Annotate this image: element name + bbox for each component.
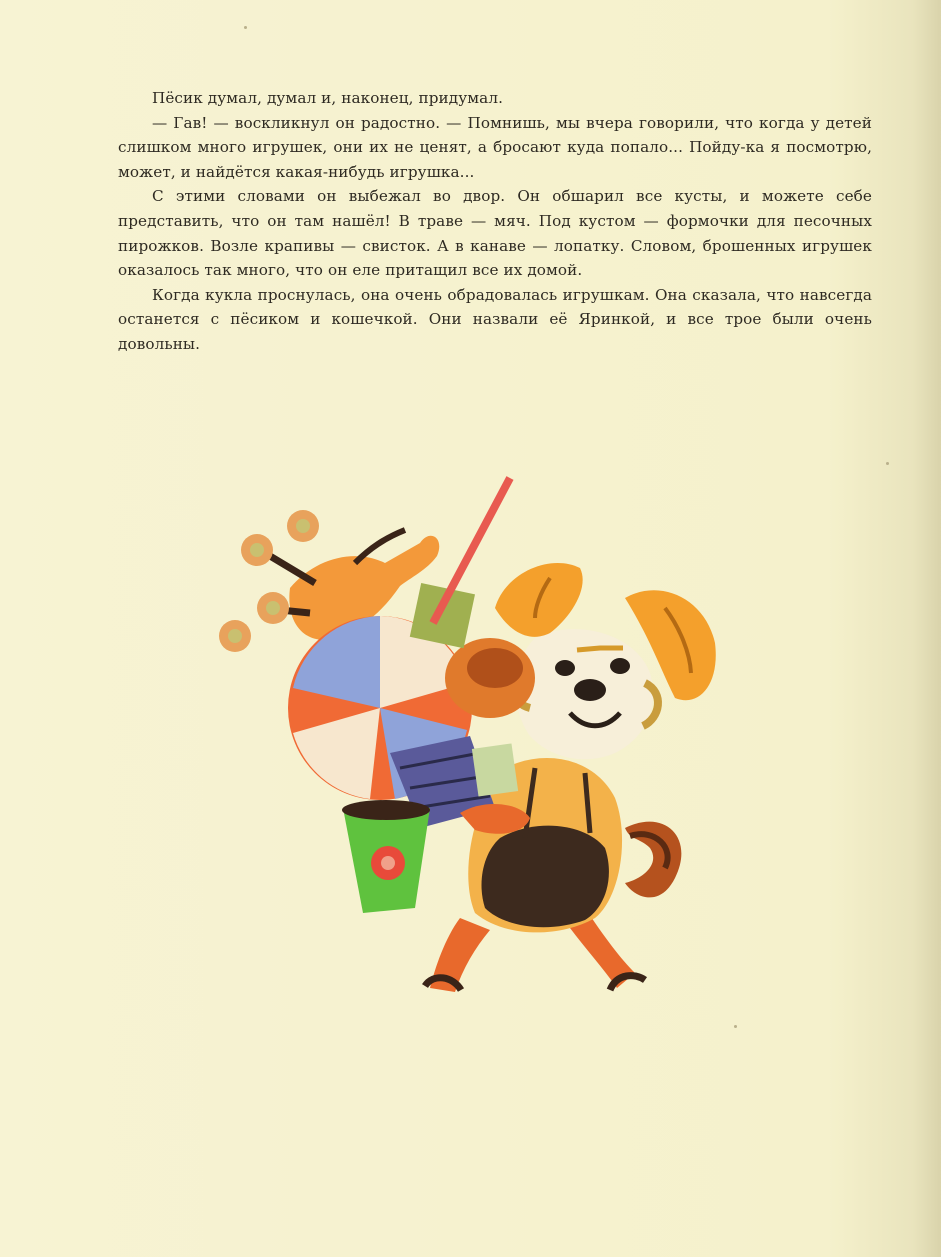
paper-speck — [244, 26, 247, 29]
dog-nose — [574, 679, 606, 701]
paper-speck — [886, 462, 889, 465]
paragraph-1: Пёсик думал, думал и, наконец, придумал. — [152, 89, 503, 107]
story-text — [118, 86, 872, 357]
paragraph-3: С этими словами он выбежал во двор. Он обшарил все кусты, и можете себе представить, что он там нашёл! В траве — мяч. Под кустом — формочки для песочных пирожков. Возле крапивы — свисток. А в канаве — лопатку. Словом, брошенных игрушек оказалось так много, что он еле притащил все их домой. — [118, 187, 872, 280]
paper-speck — [734, 1025, 737, 1028]
paragraph-4: Когда кукла проснулась, она очень обрадовалась игрушкам. Она сказала, что навсегда останется с пёсиком и кошечкой. Они назвали её Яринкой, и все трое были очень довольны. — [118, 285, 872, 353]
dog-eye-left — [555, 660, 575, 676]
dog-eye-right — [610, 658, 630, 674]
paragraph-2: — Гав! — воскликнул он радостно. — Помнишь, мы вчера говорили, что когда у детей слишком много игрушек, они их не ценят, а бросают куда попало... Пойду-ка я посмотрю, может, и найдётся какая-нибудь игрушка... — [118, 113, 872, 181]
dog-carrying-toys-illustration — [205, 468, 735, 1028]
toy-striped-box — [472, 743, 518, 796]
toy-green-box — [410, 583, 475, 648]
dog-apron — [481, 826, 608, 928]
